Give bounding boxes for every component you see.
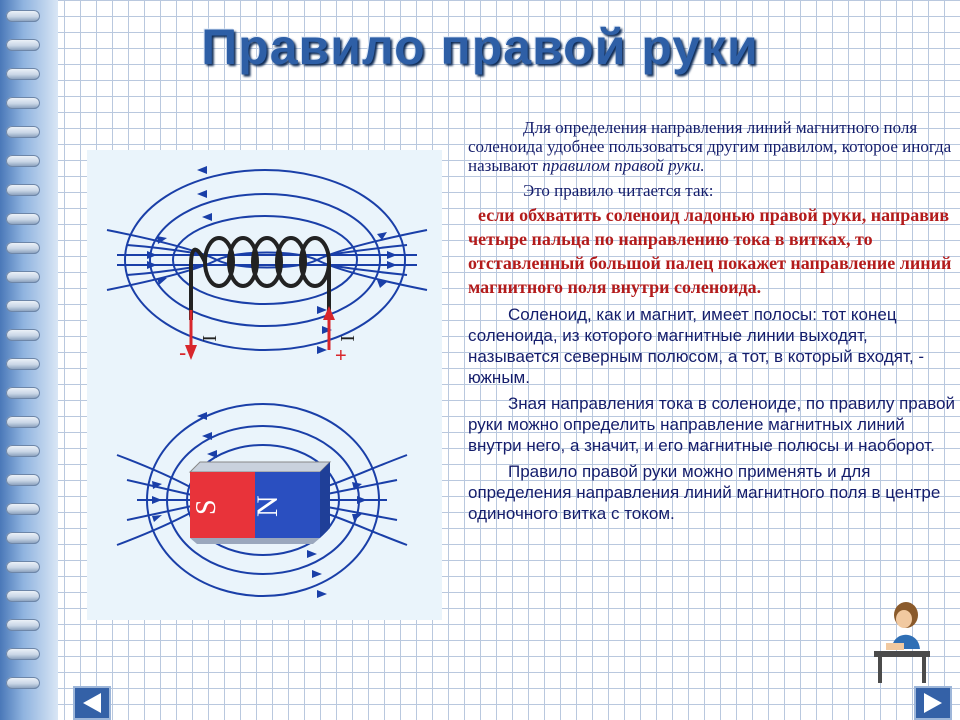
binding-ring xyxy=(6,213,40,225)
paragraph-poles: Соленоид, как и магнит, имеет полосы: тот конец соленоида, из которого магнитные линии выходят, называется северным полюсом, а тот, в который входят, - южным. xyxy=(468,305,924,387)
binding-ring xyxy=(6,445,40,457)
intro-paragraph xyxy=(468,118,955,175)
binding-ring xyxy=(6,561,40,573)
current-label-left: I xyxy=(198,335,220,342)
solenoid-coil xyxy=(191,238,329,320)
current-label-right: I xyxy=(336,335,358,342)
next-slide-button[interactable] xyxy=(914,686,952,720)
binding-ring xyxy=(6,300,40,312)
arrow-right-icon xyxy=(916,688,950,718)
binding-ring xyxy=(6,329,40,341)
previous-slide-button[interactable] xyxy=(73,686,111,720)
binding-ring xyxy=(6,416,40,428)
binding-ring xyxy=(6,155,40,167)
intro-text: Для определения направления линий магнитного поля соленоида удобнее пользоваться другим правилом, которое иногда называют xyxy=(468,118,952,175)
rule-heading: Это правило читается так: xyxy=(523,181,714,200)
magnet-north-label: N xyxy=(251,495,284,517)
solenoid-and-magnet-diagram xyxy=(87,150,442,620)
binding-ring xyxy=(6,532,40,544)
binding-ring xyxy=(6,503,40,515)
solenoid-field-lines xyxy=(107,170,427,350)
binding-ring xyxy=(6,590,40,602)
student-illustration xyxy=(866,595,936,690)
binding-ring xyxy=(6,648,40,660)
rule-text: если обхватить соленоид ладонью правой руки, направив четыре пальца по направлению тока в витках, то отставленный большой палец покажет направление линий магнитного поля внутри соленоида. xyxy=(468,205,952,297)
intro-emphasis: правилом правой руки. xyxy=(542,156,705,175)
magnet-south-label: S xyxy=(191,499,222,515)
binding-ring xyxy=(6,358,40,370)
binding-ring xyxy=(6,184,40,196)
paragraph-direction: Зная направления тока в соленоиде, по правилу правой руки можно определить направление магнитных линий внутри него, а значит, и его магнитные полюсы и наоборот. xyxy=(468,394,955,455)
binding-ring xyxy=(6,619,40,631)
plus-terminal-label: + xyxy=(335,345,347,367)
arrow-left-icon xyxy=(75,688,109,718)
minus-terminal-label: - xyxy=(179,340,187,365)
binding-ring xyxy=(6,242,40,254)
text-column xyxy=(468,118,955,524)
binding-ring xyxy=(6,271,40,283)
figure-panel xyxy=(87,150,442,620)
current-arrows xyxy=(185,306,335,360)
page-title: Правило правой руки xyxy=(201,19,759,75)
paragraph-single-loop: Правило правой руки можно применять и для определения направления линий магнитного поля в центре одиночного витка с током. xyxy=(468,462,941,523)
binding-ring xyxy=(6,126,40,138)
binding-ring xyxy=(6,474,40,486)
binding-ring xyxy=(6,97,40,109)
binding-ring xyxy=(6,387,40,399)
binding-ring xyxy=(6,677,40,689)
